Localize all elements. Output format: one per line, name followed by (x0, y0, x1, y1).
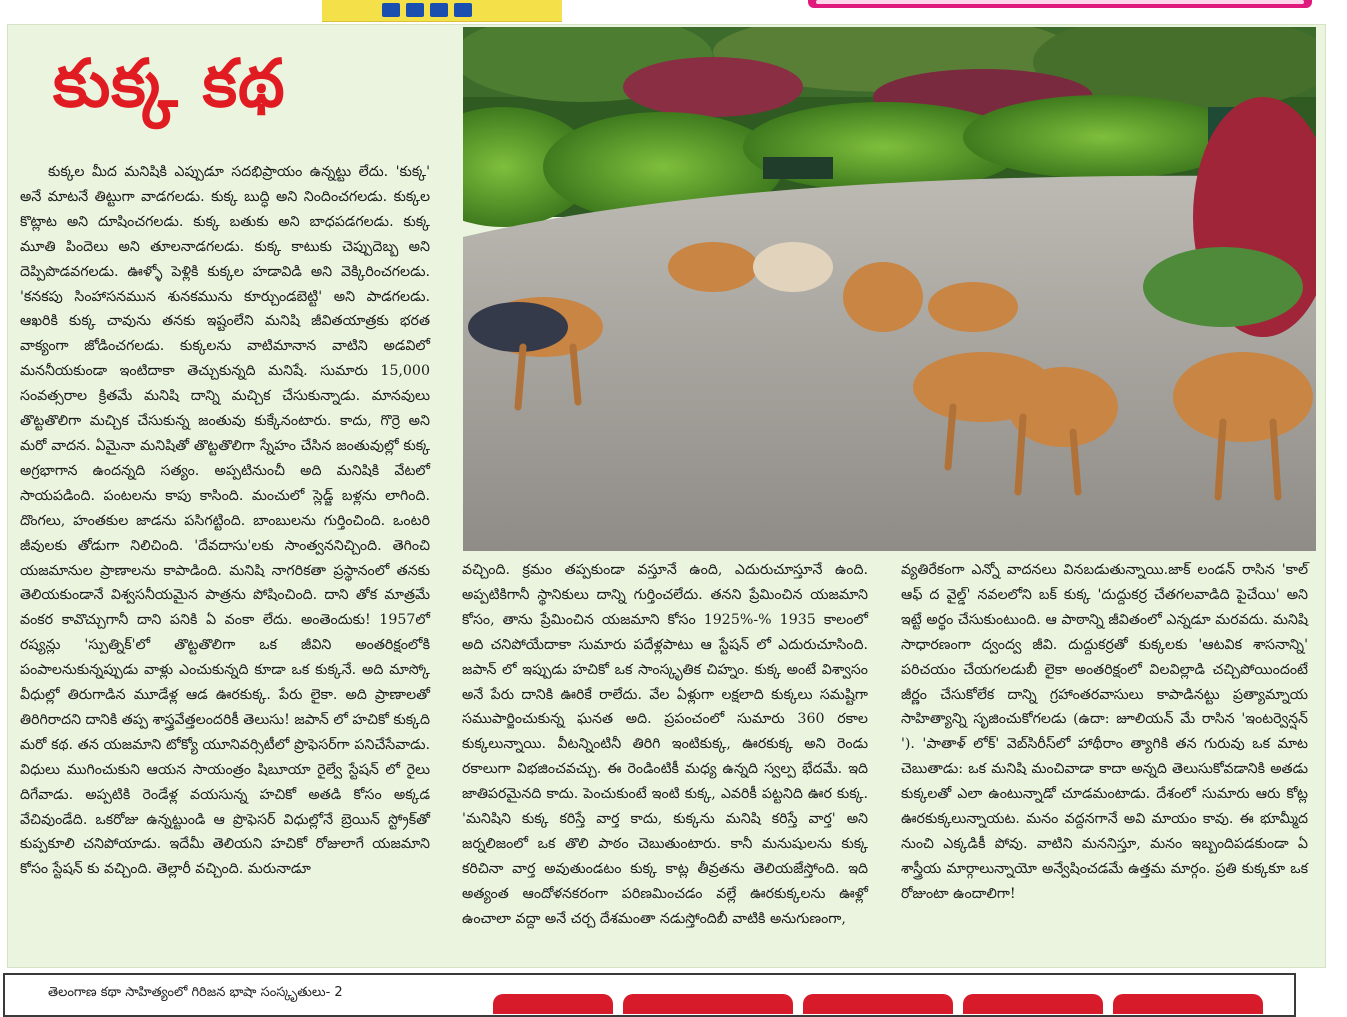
column-3-text: వ్యతిరేకంగా ఎన్నో వాదనలు వినబడుతున్నాయి.జాక్ లండన్ రాసిన 'కాల్ ఆఫ్ ద వైల్డ్' నవలలోని బక్ కుక్క 'దుద్దుకర్ర చేతగలవాడిది పైచేయి' అని ఇట్టే అర్థం చేసుకుంటుంది. ఆ పాఠాన్ని జీవితంలో ఎన్నడూ మరవదు. మనిషి సాధారణంగా ద్వంద్వ జీవి. దుద్దుకర్రతో కుక్కలకు 'ఆటవిక శాసనాన్ని' పరిచయం చేయగలడుబీ లైకా అంతరిక్షంలో విలవిల్లాడి చచ్చిపోయిందంటే జీర్ణం చేసుకోలేక దాన్ని గ్రహాంతరవాసులు కాపాడినట్టు ప్రత్యామ్నాయ సాహిత్యాన్ని సృజించుకోగలడు (ఉదా: జూలియన్ మే రాసిన 'ఇంటర్వెన్షన్ '). 'పాతాళ్ లోక్' వెబ్‌సిరీస్‌లో హాథీరాం త్యాగికి తన గురువు ఒక మాట చెబుతాడు: ఒక మనిషి మంచివాడా కాదా అన్నది తెలుసుకోవడానికి అతడు కుక్కలతో ఎలా ఉంటున్నాడో చూడమంటాడు. దేశంలో సుమారు ఆరు కోట్ల ఊరకుక్కలున్నాయట. మనం వద్దనగానే అవి మాయం కావు. ఈ భూమ్మీద నుంచి ఎక్కడికీ పోవు. వాటిని మననిస్తూ, మనం ఇబ్బందిపడకుండా ఏ శాస్త్రీయ మార్గాలున్నాయో అన్వేషించడమే ఉత్తమ మార్గం. ప్రతి కుక్కకూ ఒక రోజుంటా ఉందాలిగా! (901, 562, 1308, 902)
newspaper-logo (322, 0, 562, 22)
column-1-text: కుక్కల మీద మనిషికి ఎప్పుడూ సదభిప్రాయం ఉన్నట్టు లేదు. 'కుక్క' అనే మాటనే తిట్టుగా వాడగలడు. కుక్క బుద్ధి అని నిందించగలడు. కుక్కల కొట్లాట అని దూషించగలడు. కుక్క బతుకు అని బాధపడగలడు. కుక్క మూతి పిందెలు అని తూలనాడగలడు. కుక్క కాటుకు చెప్పుదెబ్బ అని దెప్పిపొడవగలడు. ఊళ్ళో పెళ్లికి కుక్కల హడావిడి అని వెక్కిరించగలడు. 'కనకపు సింహాసనమున శునకమును కూర్చుండబెట్టి' అని పాడగలడు. ఆఖరికి కుక్క చావును తనకు ఇష్టంలేని మనిషి జీవితయాత్రకు భరత వాక్యంగా జోడించగలడు. కుక్కలను వాటిమానాన వాటిని అడవిలో మననీయకుండా ఇంటిదాకా తెచ్చుకున్నది మనిషే. సుమారు 15,000 సంవత్సరాల క్రితమే మనిషి దాన్ని మచ్చిక చేసుకున్నాడు. మానవులు తొట్టతొలిగా మచ్చిక చేసుకున్న జంతువు కుక్కేనంటారు. కాదు, గొర్రె అని మరో వాదన. ఏమైనా మనిషితో తొట్టతొలిగా స్నేహం చేసిన జంతువుల్లో కుక్క అగ్రభాగాన ఉందన్నది సత్యం. అప్పటినుంచీ అది మనిషికి వేటలో సాయపడింది. పంటలను కాపు కాసింది. మంచులో స్లెడ్జ్ బళ్లను లాగింది. దొంగలు, హంతకుల జాడను పసిగట్టింది. బాంబులను గుర్తించింది. ఒంటరి జీవులకు తోడుగా నిలిచింది. 'దేవదాసు'లకు సాంత్వననిచ్చింది. తెగించి యజమానుల ప్రాణాలను కాపాడింది. మనిషి నాగరికతా ప్రస్థానంలో తనకు తెలియకుండానే విశ్వసనీయమైన పాత్రను పోషించింది. దాని తోక మాత్రమే వంకర కావొచ్చుగానీ దాని పనికి ఏ వంకా లేదు. అంతెందుకు! 1957లో రష్యన్లు 'స్పుత్నిక్'లో తొట్టతొలిగా ఒక జీవిని అంతరిక్షంలోకి పంపాలనుకున్నప్పుడు వాళ్లు ఎంచుకున్నది కూడా ఒక కుక్కనే. అది మాస్కో వీధుల్లో తిరుగాడిన మూడేళ్ల ఆడ ఊరకుక్క. పేరు లైకా. అది ప్రాణాలతో తిరిగిరాదని దానికి తప్ప శాస్త్రవేత్తలందరికీ తెలుసు! జపాన్ లో హచికో కుక్కది మరో కథ. తన యజమాని టోక్యో యూనివర్సిటీలో ప్రొఫెసర్‌గా పనిచేసేవాడు. విధులు ముగించుకుని ఆయన సాయంత్రం షిబూయా రైల్వే స్టేషన్ లో రైలు దిగేవాడు. అప్పటికి రెండేళ్ల వయసున్న హచికో అతడి కోసం అక్కడ వేచివుండేది. ఒకరోజు ఉన్నట్టుండి ఆ ప్రొఫెసర్ విధుల్లోనే బ్రెయిన్ స్ట్రోక్‌తో కుప్పకూలి చనిపోయాడు. ఇదేమీ తెలియని హచికో రోజులాగే యజమాని కోసం స్టేషన్ కు వచ్చింది. తెల్లారీ వచ్చింది. మరునాడూ (20, 164, 431, 878)
masthead-banner (808, 0, 1312, 8)
article-column-1 (20, 160, 430, 882)
article-column-3 (901, 558, 1308, 907)
article-column-2 (462, 558, 868, 932)
column-2-text: వచ్చింది. క్రమం తప్పకుండా వస్తూనే ఉంది, ఎదురుచూస్తూనే ఉంది. అప్పటికిగానీ స్థానికులు దాన్ని గుర్తించలేదు. తనని ప్రేమించిన యజమాని కోసం, తాను ప్రేమించిన యజమాని కోసం 1925%-% 1935 కాలంలో అది చనిపోయేదాకా సుమారు పదేళ్లపాటు ఆ స్టేషన్ లో ఎదురుచూసింది. జపాన్ లో ఇప్పుడు హచికో ఒక సాంస్కృతిక చిహ్నం. కుక్క అంటే విశ్వాసం అనే పేరు దానికి ఊరికే రాలేదు. వేల ఏళ్లుగా లక్షలాది కుక్కలు సమష్టిగా సముపార్జించుకున్న ఘనత అది. ప్రపంచంలో సుమారు 360 రకాల కుక్కలున్నాయి. వీటన్నింటినీ తిరిగి ఇంటికుక్క, ఊరకుక్క అని రెండు రకాలుగా విభజించవచ్చు. ఈ రెండింటికీ మధ్య ఉన్నది స్వల్ప భేదమే. ఇది జాతిపరమైనది కాదు. పెంచుకుంటే ఇంటి కుక్క, ఎవరికీ పట్టనిది ఊర కుక్క. 'మనిషిని కుక్క కరిస్తే వార్త కాదు, కుక్కను మనిషి కరిస్తే వార్త' అని జర్నలిజంలో ఒక తొలి పాఠం చెబుతుంటారు. కానీ మనుషులను కుక్క కరిచినా వార్త అవుతుండటం కుక్క కాట్ల తీవ్రతను తెలియజేస్తోంది. ఇది అత్యంత ఆందోళనకరంగా పరిణమించడం వల్లే ఊరకుక్కలను ఊళ్లో ఉంచాలా వద్దా అనే చర్చ దేశమంతా నడుస్తోందిబీ వాటికి అనుగుణంగా, (462, 562, 868, 927)
next-article-kicker: తెలంగాణ కథా సాహిత్యంలో గిరిజన భాషా సంస్కృతులు- 2 (48, 985, 343, 1000)
logo-marks (382, 2, 502, 16)
next-article-headline-cropped (493, 994, 1283, 1014)
stray-dogs-photo (463, 27, 1316, 551)
article-headline: కుక్క కథ (53, 45, 286, 122)
